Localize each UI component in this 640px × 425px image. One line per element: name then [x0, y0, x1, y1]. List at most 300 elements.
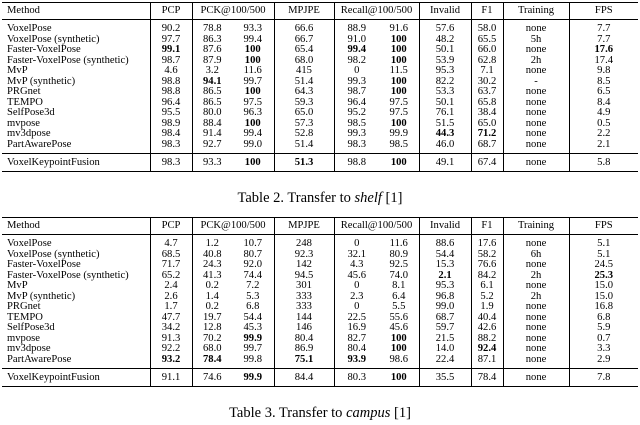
f1-cell: 66.0: [471, 45, 503, 56]
recall100-cell: 2.3: [334, 292, 379, 303]
training-cell: none: [503, 140, 569, 154]
f1-cell: 78.4: [471, 369, 503, 387]
header-recall: Recall@100/500: [334, 3, 419, 20]
mpjpe-cell: 333: [274, 292, 334, 303]
recall500-cell: 100: [390, 332, 407, 344]
training-cell: none: [503, 323, 569, 334]
recall100-cell: 82.7: [334, 334, 379, 345]
header-f1: F1: [471, 218, 503, 235]
pck500-cell: 96.3: [243, 107, 263, 118]
invalid-cell: 82.2: [419, 77, 471, 88]
f1-cell: 40.4: [471, 313, 503, 324]
header-pck: PCK@100/500: [192, 218, 274, 235]
method-cell: MvP (synthetic): [7, 75, 76, 87]
invalid-cell: 35.5: [419, 369, 471, 387]
recall100-cell: 16.9: [334, 323, 379, 334]
invalid-cell: 50.1: [419, 98, 471, 109]
mpjpe-cell: 86.9: [274, 344, 334, 355]
caption-citation: [1]: [390, 405, 411, 421]
f1-cell: 68.7: [471, 140, 503, 154]
caption-prefix: Table 2. Transfer to: [237, 190, 355, 206]
training-cell: none: [503, 87, 569, 98]
fps-cell: 2.9: [569, 355, 638, 369]
method-cell: VoxelKeypointFusion: [7, 372, 100, 383]
invalid-cell: 46.0: [419, 140, 471, 154]
training-cell: 2h: [503, 271, 569, 282]
table-final-body: [2, 369, 638, 387]
pck500-cell: 99.4: [243, 33, 263, 45]
pcp-cell: 98.9: [150, 119, 192, 130]
recall100-cell: 0: [334, 235, 379, 250]
training-cell: none: [503, 119, 569, 130]
invalid-cell: 99.0: [419, 302, 471, 313]
pck500-cell: 99.9: [243, 372, 263, 383]
pck500-cell: 54.4: [243, 311, 263, 323]
mpjpe-cell: 94.5: [274, 271, 334, 282]
mpjpe-cell: 64.3: [274, 87, 334, 98]
pcp-cell: 96.4: [150, 98, 192, 109]
pck100-cell: 86.5: [192, 98, 232, 109]
header-method: Method: [7, 220, 40, 231]
fps-cell: 2.1: [569, 140, 638, 154]
recall500-cell: 98.6: [389, 353, 409, 365]
mpjpe-cell: 142: [274, 260, 334, 271]
invalid-cell: 50.1: [419, 45, 471, 56]
recall100-cell: 98.8: [334, 154, 379, 172]
mpjpe-cell: 68.0: [274, 56, 334, 67]
pck500-cell: 11.6: [243, 65, 262, 76]
fps-cell: 15.0: [569, 281, 638, 292]
fps-cell: 15.0: [569, 292, 638, 303]
recall500-cell: 11.6: [389, 238, 408, 249]
pcp-cell: 93.2: [150, 355, 192, 369]
recall500-cell: 91.6: [389, 23, 409, 34]
pcp-cell: 98.3: [150, 154, 192, 172]
f1-cell: 1.9: [471, 302, 503, 313]
recall100-cell: 80.4: [334, 344, 379, 355]
results-table: [2, 2, 638, 172]
pck500-cell: 97.5: [243, 96, 263, 108]
fps-cell: 8.4: [569, 98, 638, 109]
mpjpe-cell: 52.8: [274, 129, 334, 140]
mpjpe-cell: 144: [274, 313, 334, 324]
pck100-cell: 78.8: [192, 20, 232, 35]
recall500-cell: 74.0: [389, 269, 409, 281]
fps-cell: 7.7: [569, 35, 638, 46]
method-cell: Faster-VoxelPose: [7, 44, 81, 55]
fps-cell: 6.5: [569, 87, 638, 98]
method-cell: Faster-VoxelPose (synthetic): [7, 54, 129, 66]
f1-cell: 87.1: [471, 355, 503, 369]
fps-cell: 7.8: [569, 369, 638, 387]
training-cell: none: [503, 98, 569, 109]
recall500-cell: 45.6: [389, 322, 409, 333]
pck100-cell: 87.9: [192, 56, 232, 67]
invalid-cell: 88.6: [419, 235, 471, 250]
table-row: [2, 235, 638, 250]
header-pcp: PCP: [150, 3, 192, 20]
f1-cell: 5.2: [471, 292, 503, 303]
invalid-cell: 21.5: [419, 334, 471, 345]
header-pck: PCK@100/500: [192, 3, 274, 20]
method-cell: SelfPose3d: [7, 107, 55, 118]
header-method: Method: [7, 5, 40, 16]
pcp-cell: 90.2: [150, 20, 192, 35]
mpjpe-cell: 51.4: [274, 140, 334, 154]
training-cell: 2h: [503, 292, 569, 303]
pck100-cell: 87.6: [192, 45, 232, 56]
training-cell: none: [503, 235, 569, 250]
recall100-cell: 4.3: [334, 260, 379, 271]
recall500-cell: 100: [390, 86, 407, 97]
fps-cell: 8.5: [569, 77, 638, 88]
recall500-cell: 99.9: [389, 128, 409, 139]
invalid-cell: 2.1: [419, 271, 471, 282]
recall500-cell: 100: [390, 157, 407, 168]
invalid-cell: 68.7: [419, 313, 471, 324]
recall500-cell: 100: [390, 44, 407, 55]
recall500-cell: 6.4: [392, 290, 406, 302]
pck100-cell: 88.4: [192, 119, 232, 130]
recall100-cell: 22.5: [334, 313, 379, 324]
pck100-cell: 70.2: [192, 334, 232, 345]
header-row: [2, 218, 638, 235]
recall100-cell: 91.0: [334, 35, 379, 46]
fps-cell: 17.6: [569, 45, 638, 56]
table-row: [2, 260, 638, 271]
training-cell: none: [503, 344, 569, 355]
recall500-cell: 100: [390, 54, 407, 66]
f1-cell: 17.6: [471, 235, 503, 250]
pck500-cell: 100: [244, 44, 261, 55]
table-final-body: [2, 154, 638, 172]
pck100-cell: 86.3: [192, 35, 232, 46]
pck100-cell: 94.1: [192, 77, 232, 88]
mpjpe-cell: 92.3: [274, 250, 334, 261]
table-row: [2, 369, 638, 387]
pck500-cell: 99.0: [243, 138, 263, 150]
invalid-cell: 57.6: [419, 20, 471, 35]
fps-cell: 4.9: [569, 108, 638, 119]
f1-cell: 92.4: [471, 344, 503, 355]
table-row: [2, 20, 638, 35]
pcp-cell: 97.7: [150, 35, 192, 46]
recall500-cell: 100: [390, 33, 407, 45]
pck500-cell: 99.4: [243, 128, 263, 139]
mpjpe-cell: 65.4: [274, 45, 334, 56]
table-row: [2, 302, 638, 313]
method-cell: VoxelPose (synthetic): [7, 248, 100, 260]
pcp-cell: 98.4: [150, 129, 192, 140]
pck500-cell: 99.9: [243, 332, 263, 344]
recall500-cell: 98.5: [389, 138, 409, 150]
table-row: [2, 355, 638, 369]
fps-cell: 0.5: [569, 119, 638, 130]
fps-cell: 5.9: [569, 323, 638, 334]
table-3-campus: [2, 217, 638, 387]
recall500-cell: 97.5: [389, 107, 409, 118]
recall500-cell: 80.9: [389, 248, 409, 260]
pck100-cell: 19.7: [192, 313, 232, 324]
pcp-cell: 91.3: [150, 334, 192, 345]
header-training: Training: [503, 3, 569, 20]
pck100-cell: 80.0: [192, 108, 232, 119]
pcp-cell: 98.7: [150, 56, 192, 67]
pck500-cell: 92.0: [243, 259, 263, 270]
mpjpe-cell: 84.4: [274, 369, 334, 387]
pck500-cell: 5.3: [246, 290, 260, 302]
pck500-cell: 99.7: [243, 343, 263, 354]
recall500-cell: 100: [390, 75, 407, 87]
recall500-cell: 8.1: [392, 280, 406, 291]
header-invalid: Invalid: [419, 218, 471, 235]
pck100-cell: 93.3: [192, 154, 232, 172]
caption-prefix: Table 3. Transfer to: [229, 405, 347, 421]
pck500-cell: 93.3: [243, 23, 263, 34]
training-cell: none: [503, 334, 569, 345]
training-cell: none: [503, 302, 569, 313]
header-training: Training: [503, 218, 569, 235]
recall100-cell: 88.9: [334, 20, 379, 35]
pck100-cell: 41.3: [192, 271, 232, 282]
method-cell: TEMPO: [7, 96, 43, 108]
method-cell: Faster-VoxelPose: [7, 259, 81, 270]
pcp-cell: 71.7: [150, 260, 192, 271]
pck500-cell: 45.3: [243, 322, 263, 333]
recall500-cell: 55.6: [389, 311, 409, 323]
method-cell: VoxelPose: [7, 238, 52, 249]
fps-cell: 5.8: [569, 154, 638, 172]
f1-cell: 6.1: [471, 281, 503, 292]
header-fps: FPS: [569, 218, 638, 235]
recall100-cell: 93.9: [334, 355, 379, 369]
pck100-cell: 3.2: [192, 66, 232, 77]
recall100-cell: 98.7: [334, 87, 379, 98]
pck100-cell: 74.6: [192, 369, 232, 387]
table-3-caption: [0, 405, 640, 422]
header-fps: FPS: [569, 3, 638, 20]
training-cell: none: [503, 20, 569, 35]
method-cell: PRGnet: [7, 86, 41, 97]
f1-cell: 71.2: [471, 129, 503, 140]
pcp-cell: 95.5: [150, 108, 192, 119]
fps-cell: 17.4: [569, 56, 638, 67]
training-cell: none: [503, 154, 569, 172]
header-row: [2, 3, 638, 20]
fps-cell: 16.8: [569, 302, 638, 313]
pck500-cell: 100: [244, 117, 261, 129]
pcp-cell: 4.7: [150, 235, 192, 250]
training-cell: 2h: [503, 56, 569, 67]
mpjpe-cell: 415: [274, 66, 334, 77]
table-row: [2, 154, 638, 172]
method-cell: VoxelKeypointFusion: [7, 157, 100, 168]
invalid-cell: 54.4: [419, 250, 471, 261]
recall500-cell: 100: [390, 343, 407, 354]
pck100-cell: 68.0: [192, 344, 232, 355]
training-cell: 5h: [503, 35, 569, 46]
invalid-cell: 22.4: [419, 355, 471, 369]
f1-cell: 58.0: [471, 20, 503, 35]
recall100-cell: 99.3: [334, 77, 379, 88]
method-cell: MvP: [7, 65, 28, 76]
recall100-cell: 99.3: [334, 129, 379, 140]
mpjpe-cell: 66.6: [274, 20, 334, 35]
fps-cell: 3.3: [569, 344, 638, 355]
table-body: [2, 235, 638, 369]
f1-cell: 65.5: [471, 35, 503, 46]
method-cell: VoxelPose (synthetic): [7, 33, 100, 45]
recall500-cell: 100: [390, 117, 407, 129]
mpjpe-cell: 65.0: [274, 108, 334, 119]
pck500-cell: 99.7: [243, 75, 263, 87]
pcp-cell: 2.4: [150, 281, 192, 292]
pck500-cell: 10.7: [243, 238, 263, 249]
invalid-cell: 76.1: [419, 108, 471, 119]
training-cell: none: [503, 313, 569, 324]
invalid-cell: 49.1: [419, 154, 471, 172]
mpjpe-cell: 57.3: [274, 119, 334, 130]
training-cell: none: [503, 281, 569, 292]
training-cell: none: [503, 369, 569, 387]
training-cell: none: [503, 355, 569, 369]
fps-cell: 7.7: [569, 20, 638, 35]
pcp-cell: 47.7: [150, 313, 192, 324]
table-2-shelf: [2, 2, 638, 172]
table-row: [2, 323, 638, 334]
recall100-cell: 0: [334, 281, 379, 292]
pcp-cell: 65.2: [150, 271, 192, 282]
f1-cell: 7.1: [471, 66, 503, 77]
invalid-cell: 59.7: [419, 323, 471, 334]
recall500-cell: 11.5: [389, 65, 408, 76]
invalid-cell: 53.3: [419, 87, 471, 98]
pck100-cell: 40.8: [192, 250, 232, 261]
table-row: [2, 344, 638, 355]
mpjpe-cell: 333: [274, 302, 334, 313]
pcp-cell: 4.6: [150, 66, 192, 77]
method-cell: MvP (synthetic): [7, 290, 76, 302]
recall100-cell: 0: [334, 302, 379, 313]
training-cell: none: [503, 66, 569, 77]
pck100-cell: 12.8: [192, 323, 232, 334]
table-row: [2, 281, 638, 292]
f1-cell: 76.6: [471, 260, 503, 271]
f1-cell: 84.2: [471, 271, 503, 282]
pcp-cell: 1.7: [150, 302, 192, 313]
pck500-cell: 100: [244, 157, 261, 168]
pck500-cell: 80.7: [243, 248, 263, 260]
recall100-cell: 98.2: [334, 56, 379, 67]
header-f1: F1: [471, 3, 503, 20]
training-cell: none: [503, 129, 569, 140]
fps-cell: 9.8: [569, 66, 638, 77]
invalid-cell: 14.0: [419, 344, 471, 355]
method-cell: mvpose: [7, 332, 40, 344]
training-cell: none: [503, 260, 569, 271]
table-row: [2, 45, 638, 56]
method-cell: mv3dpose: [7, 128, 51, 139]
table-row: [2, 129, 638, 140]
invalid-cell: 95.3: [419, 281, 471, 292]
caption-dataset: campus: [346, 405, 391, 421]
method-cell: PartAwarePose: [7, 138, 72, 150]
header-recall: Recall@100/500: [334, 218, 419, 235]
recall100-cell: 45.6: [334, 271, 379, 282]
mpjpe-cell: 146: [274, 323, 334, 334]
caption-citation: [1]: [381, 190, 403, 206]
invalid-cell: 48.2: [419, 35, 471, 46]
mpjpe-cell: 80.4: [274, 334, 334, 345]
recall100-cell: 98.5: [334, 119, 379, 130]
table-row: [2, 87, 638, 98]
mpjpe-cell: 59.3: [274, 98, 334, 109]
pck500-cell: 6.8: [246, 301, 260, 312]
pck100-cell: 92.7: [192, 140, 232, 154]
header-mpjpe: MPJPE: [274, 3, 334, 20]
recall500-cell: 100: [390, 372, 407, 383]
pck100-cell: 24.3: [192, 260, 232, 271]
f1-cell: 38.4: [471, 108, 503, 119]
fps-cell: 25.3: [569, 271, 638, 282]
pcp-cell: 98.3: [150, 140, 192, 154]
caption-dataset: shelf: [354, 190, 382, 206]
method-cell: PRGnet: [7, 301, 41, 312]
table-body: [2, 20, 638, 154]
f1-cell: 65.8: [471, 98, 503, 109]
mpjpe-cell: 248: [274, 235, 334, 250]
table-row: [2, 140, 638, 154]
method-cell: SelfPose3d: [7, 322, 55, 333]
pck100-cell: 86.5: [192, 87, 232, 98]
pck100-cell: 78.4: [192, 355, 232, 369]
mpjpe-cell: 66.7: [274, 35, 334, 46]
recall100-cell: 99.4: [334, 45, 379, 56]
pcp-cell: 99.1: [150, 45, 192, 56]
fps-cell: 5.1: [569, 235, 638, 250]
recall500-cell: 5.5: [392, 301, 406, 312]
fps-cell: 24.5: [569, 260, 638, 271]
pck500-cell: 74.4: [243, 269, 263, 281]
pcp-cell: 91.1: [150, 369, 192, 387]
pcp-cell: 2.6: [150, 292, 192, 303]
recall500-cell: 92.5: [389, 259, 409, 270]
method-cell: mvpose: [7, 117, 40, 129]
table-2-caption: [0, 190, 640, 207]
f1-cell: 62.8: [471, 56, 503, 67]
results-table: [2, 217, 638, 387]
mpjpe-cell: 301: [274, 281, 334, 292]
recall100-cell: 32.1: [334, 250, 379, 261]
invalid-cell: 95.3: [419, 66, 471, 77]
pck500-cell: 99.8: [243, 353, 263, 365]
invalid-cell: 51.5: [419, 119, 471, 130]
pcp-cell: 68.5: [150, 250, 192, 261]
method-cell: Faster-VoxelPose (synthetic): [7, 269, 129, 281]
recall500-cell: 97.5: [389, 96, 409, 108]
f1-cell: 65.0: [471, 119, 503, 130]
f1-cell: 88.2: [471, 334, 503, 345]
invalid-cell: 44.3: [419, 129, 471, 140]
recall100-cell: 80.3: [334, 369, 379, 387]
recall100-cell: 95.2: [334, 108, 379, 119]
recall100-cell: 0: [334, 66, 379, 77]
pck100-cell: 1.2: [192, 235, 232, 250]
fps-cell: 6.8: [569, 313, 638, 324]
pck100-cell: 91.4: [192, 129, 232, 140]
fps-cell: 2.2: [569, 129, 638, 140]
invalid-cell: 15.3: [419, 260, 471, 271]
